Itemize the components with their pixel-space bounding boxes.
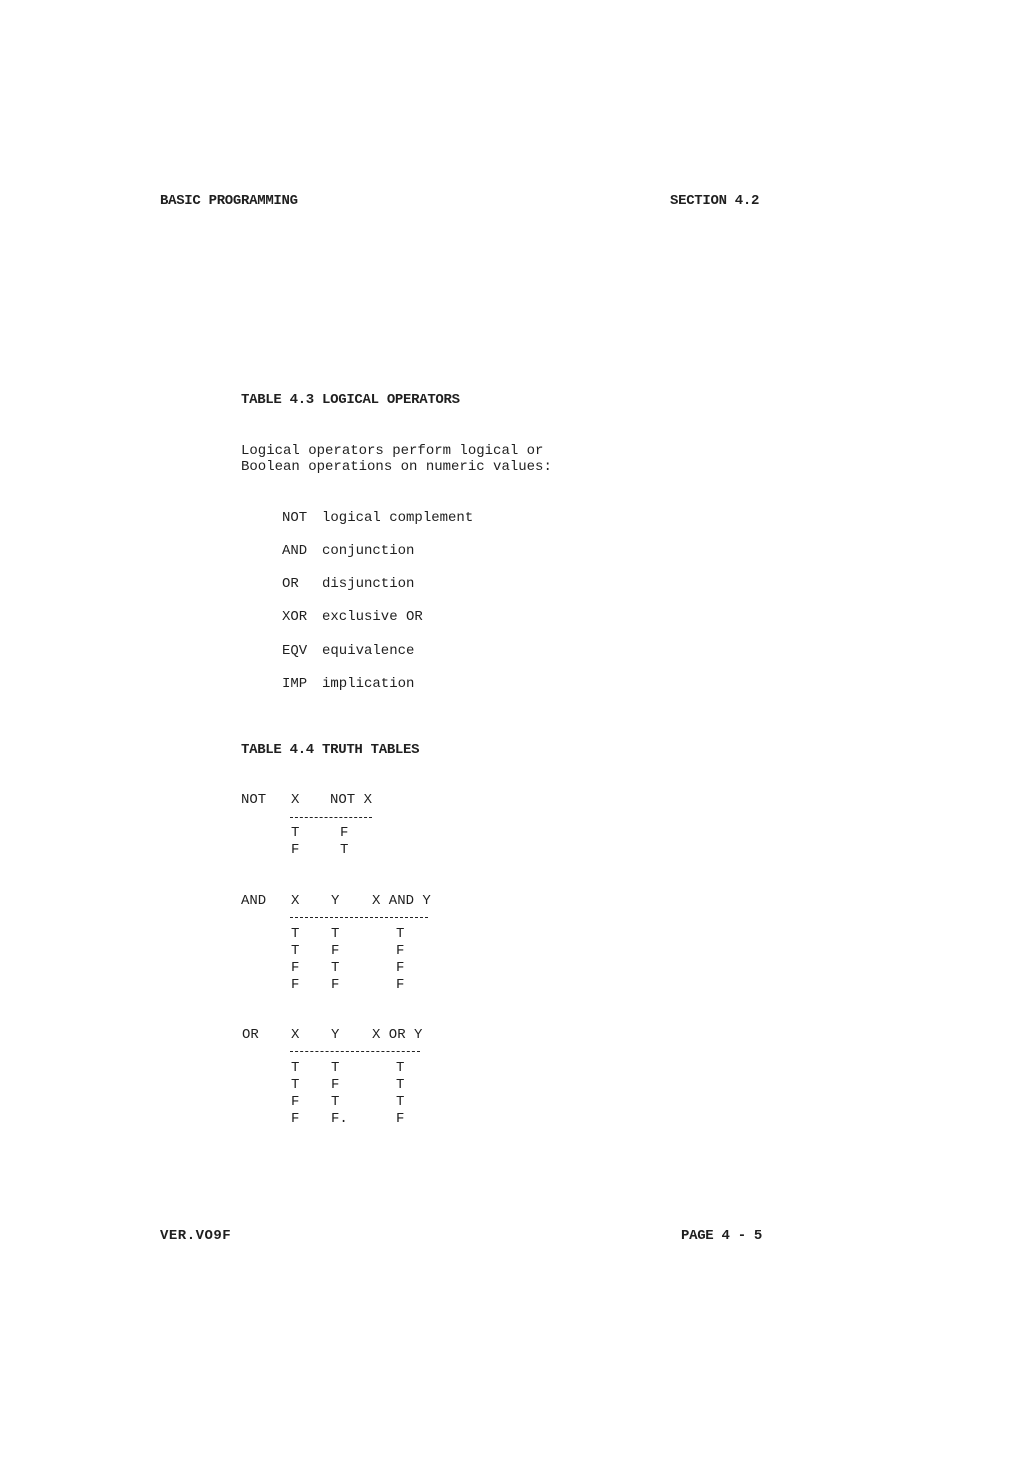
table-cell: T [396, 1077, 405, 1093]
table-cell: F [340, 825, 349, 841]
operator-description: disjunction [322, 576, 415, 592]
table-cell: F [331, 943, 340, 959]
footer-left: VER.VO9F [160, 1228, 232, 1244]
table-cell: F. [331, 1111, 348, 1127]
operator-description: logical complement [322, 510, 474, 526]
operator-description: conjunction [322, 543, 415, 559]
table-cell: F [396, 977, 405, 993]
table-label: NOT [241, 792, 267, 808]
table-cell: F [291, 1094, 300, 1110]
operator-name: AND [282, 543, 308, 559]
table-cell: T [331, 960, 340, 976]
intro-line-2: Boolean operations on numeric values: [241, 459, 552, 475]
table-cell: T [331, 1060, 340, 1076]
footer-right: PAGE 4 - 5 [681, 1228, 763, 1244]
operator-name: NOT [282, 510, 308, 526]
column-header: X [291, 1027, 300, 1043]
table-cell: T [291, 926, 300, 942]
operator-name: IMP [282, 676, 308, 692]
table-4-4-title: TABLE 4.4 TRUTH TABLES [241, 742, 420, 758]
header-rule [290, 817, 372, 818]
operator-description: exclusive OR [322, 609, 423, 625]
table-cell: F [291, 960, 300, 976]
operator-description: implication [322, 676, 415, 692]
column-header: Y [331, 893, 340, 909]
table-cell: F [331, 1077, 340, 1093]
table-cell: T [331, 926, 340, 942]
column-header: X OR Y [372, 1027, 423, 1043]
table-cell: F [331, 977, 340, 993]
header-rule [290, 917, 428, 918]
intro-line-1: Logical operators perform logical or [241, 443, 544, 459]
table-cell: T [331, 1094, 340, 1110]
table-cell: F [291, 842, 300, 858]
table-cell: F [396, 960, 405, 976]
column-header: NOT X [330, 792, 373, 808]
operator-name: XOR [282, 609, 308, 625]
column-header: Y [331, 1027, 340, 1043]
table-cell: T [291, 1060, 300, 1076]
column-header: X [291, 893, 300, 909]
table-label: AND [241, 893, 267, 909]
table-cell: T [396, 1060, 405, 1076]
table-cell: F [396, 943, 405, 959]
table-cell: T [291, 825, 300, 841]
table-cell: T [291, 943, 300, 959]
table-cell: T [396, 1094, 405, 1110]
header-right: SECTION 4.2 [670, 193, 760, 209]
header-rule [290, 1051, 420, 1052]
column-header: X AND Y [372, 893, 431, 909]
table-label: OR [242, 1027, 259, 1043]
table-4-3-title: TABLE 4.3 LOGICAL OPERATORS [241, 392, 460, 408]
table-cell: T [291, 1077, 300, 1093]
column-header: X [291, 792, 300, 808]
operator-name: OR [282, 576, 299, 592]
table-cell: F [291, 977, 300, 993]
table-cell: F [291, 1111, 300, 1127]
operator-name: EQV [282, 643, 308, 659]
table-cell: F [396, 1111, 405, 1127]
table-cell: T [340, 842, 349, 858]
operator-description: equivalence [322, 643, 415, 659]
header-left: BASIC PROGRAMMING [160, 193, 298, 209]
table-cell: T [396, 926, 405, 942]
